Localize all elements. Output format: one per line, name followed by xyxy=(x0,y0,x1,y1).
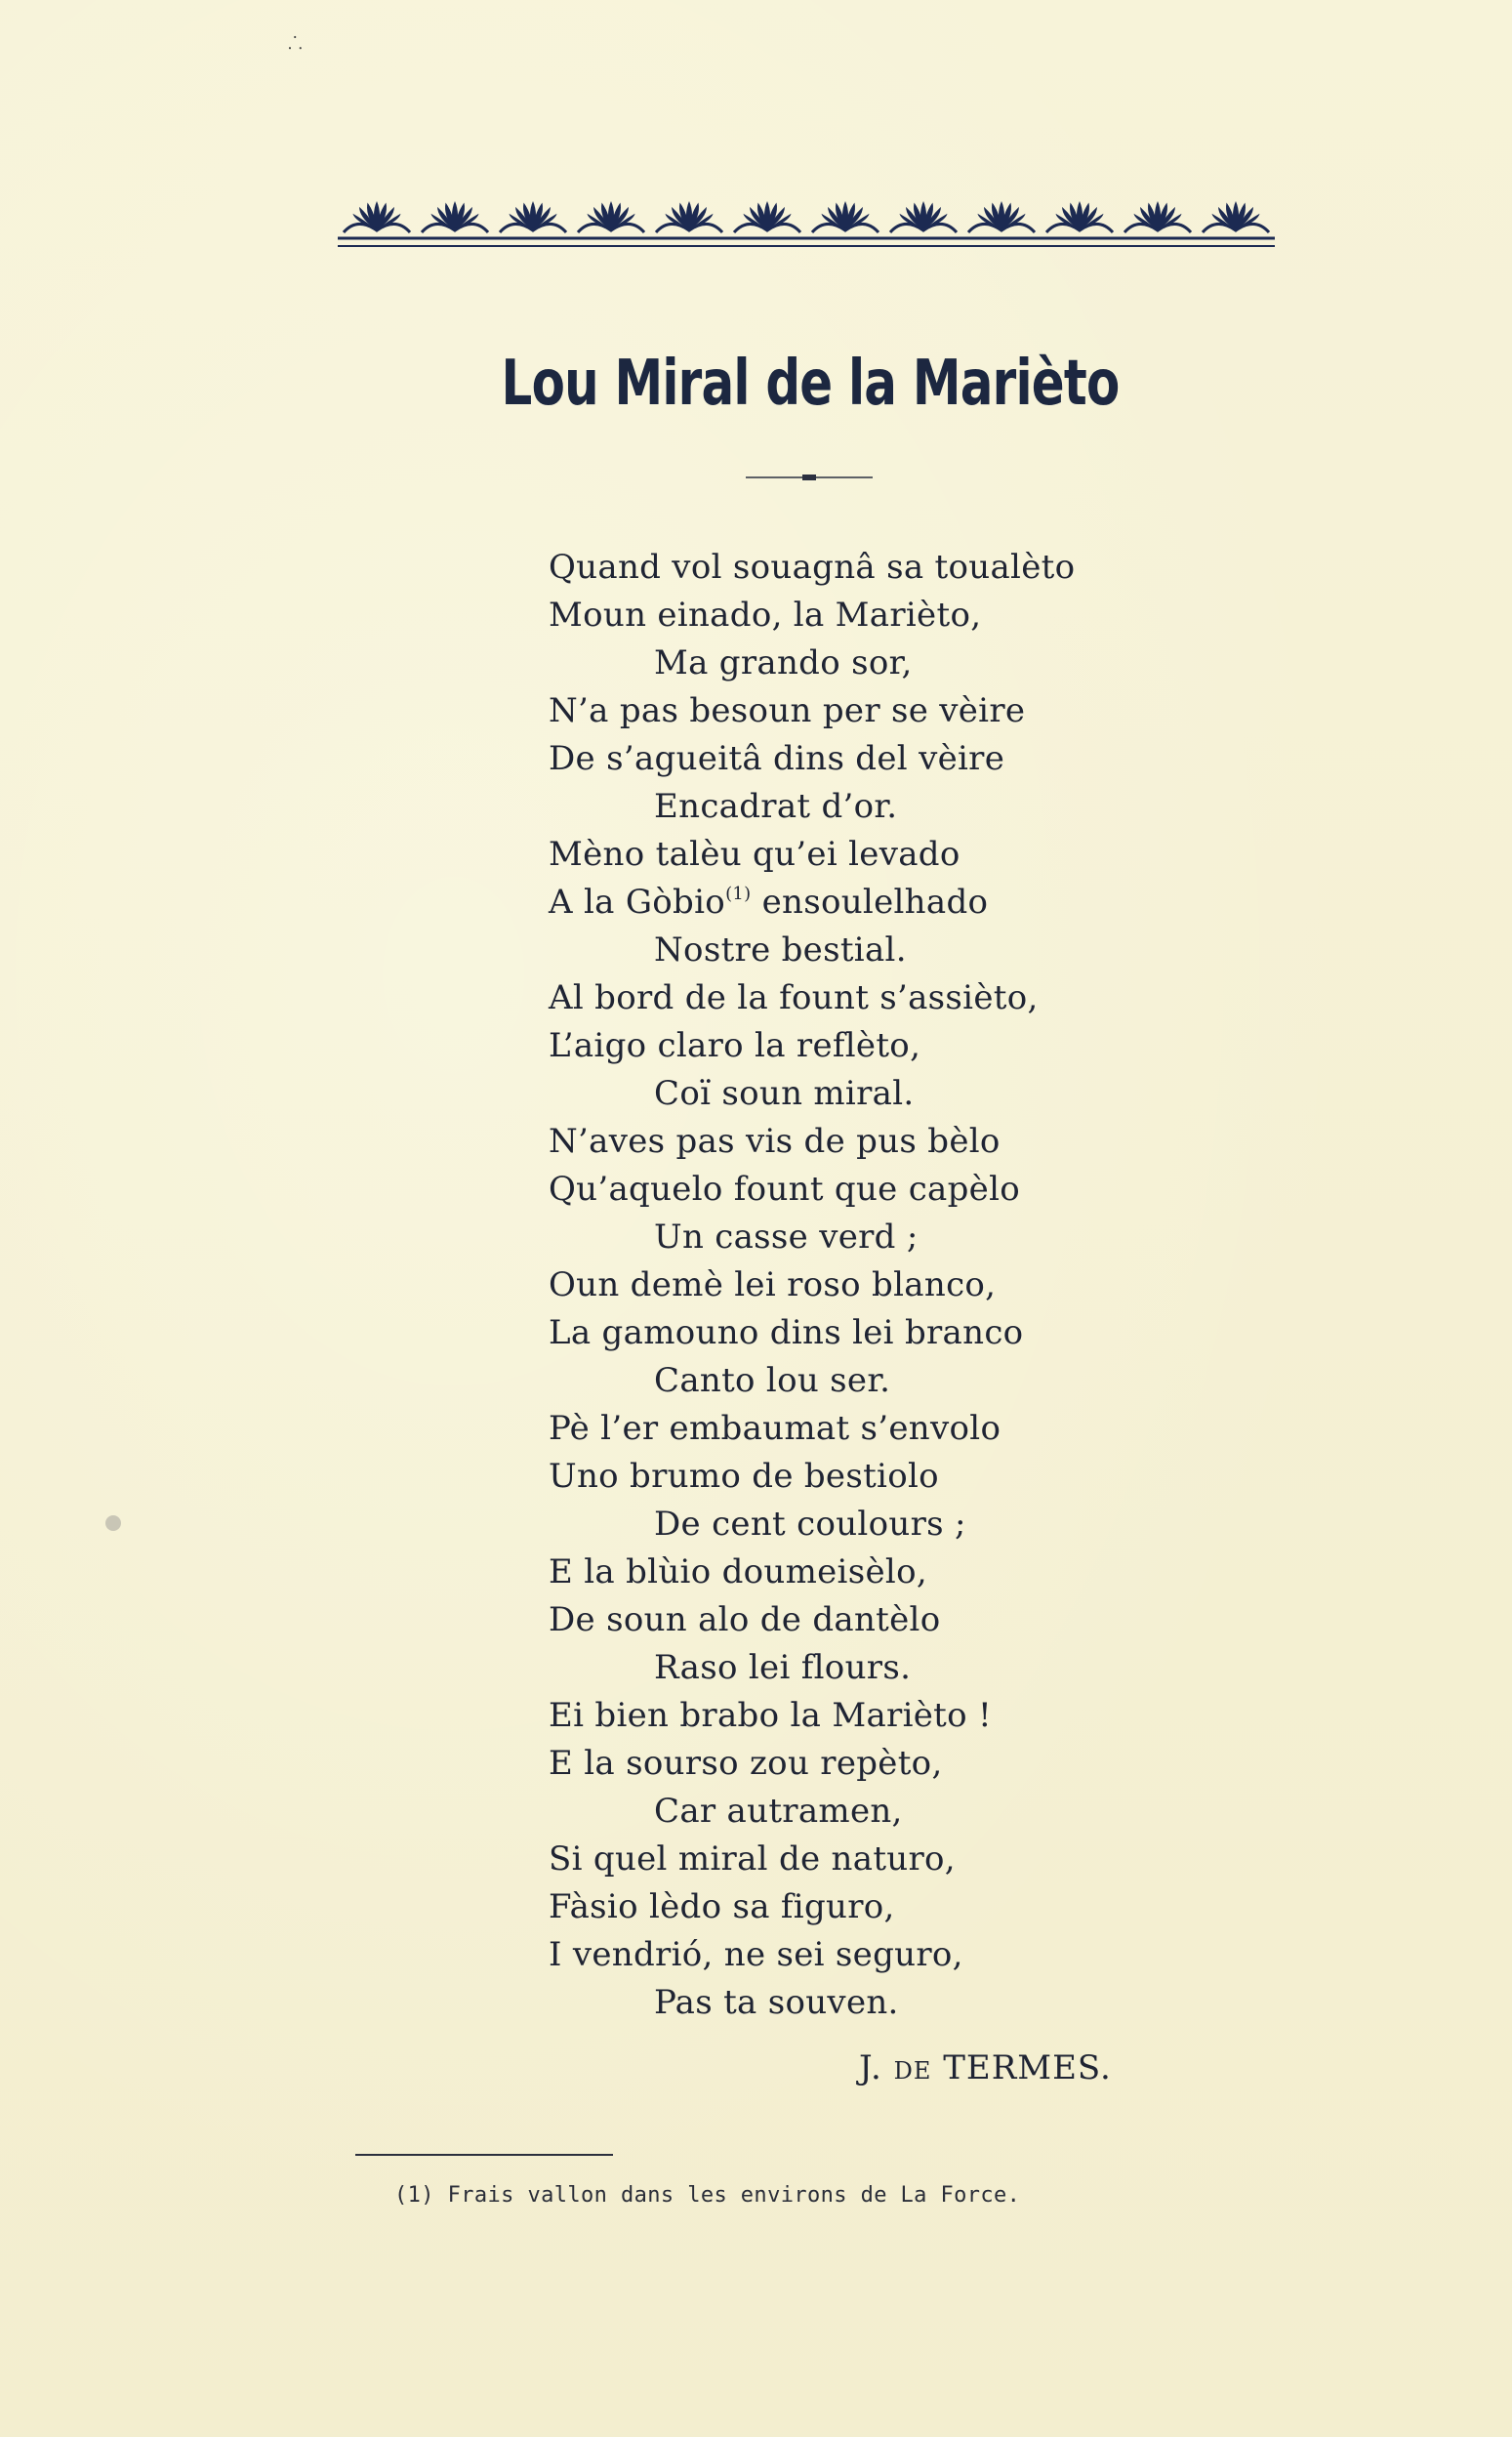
title-separator-rule xyxy=(746,473,873,482)
poem-line: Si quel miral de naturo, xyxy=(549,1839,956,1879)
poem-line: De soun alo de dantèlo xyxy=(549,1600,941,1639)
poem-line: Raso lei flours. xyxy=(654,1648,912,1687)
palmette-motif xyxy=(1203,201,1269,232)
poem-line: Mèno talèu qu’ei levado xyxy=(549,835,960,874)
author-particle: DE xyxy=(893,2057,932,2085)
poem-line: Coï soun miral. xyxy=(654,1074,915,1113)
poem-line: Pas ta souven. xyxy=(654,1983,899,2022)
palmette-motif xyxy=(344,201,410,232)
ornament-svg xyxy=(338,191,1275,254)
poem-line: Pè l’er embaumat s’envolo xyxy=(549,1409,1001,1448)
paper-blemish xyxy=(105,1515,121,1531)
poem-line: De cent coulours ; xyxy=(654,1505,966,1544)
author-initial: J. xyxy=(859,2048,882,2087)
ink-speck: ⸫ xyxy=(288,33,303,54)
poem-line: E la blùio doumeisèlo, xyxy=(549,1552,927,1591)
poem-line: Ei bien brabo la Marièto ! xyxy=(549,1696,992,1735)
poem-line: De s’agueitâ dins del vèire xyxy=(549,739,1005,778)
poem-line: Un casse verd ; xyxy=(654,1218,919,1257)
poem-line-text: A la Gòbio xyxy=(549,883,726,922)
poem-line: Uno brumo de bestiolo xyxy=(549,1457,939,1496)
poem-line: L’aigo claro la reflèto, xyxy=(549,1026,921,1065)
poem-line: Qu’aquelo fount que capèlo xyxy=(549,1170,1021,1209)
poem-line: La gamouno dins lei branco xyxy=(549,1313,1024,1352)
palmette-motif xyxy=(1046,201,1113,232)
poem-line: Oun demè lei roso blanco, xyxy=(549,1265,997,1304)
palmette-motif xyxy=(422,201,488,232)
decorative-header-ornament xyxy=(338,191,1275,254)
poem-title: Lou Miral de la Marièto xyxy=(501,348,1120,420)
palmette-motif xyxy=(734,201,800,232)
palmette-motif xyxy=(968,201,1035,232)
poem-line: I vendrió, ne sei seguro, xyxy=(549,1935,963,1974)
poem-line: Encadrat d’or. xyxy=(654,787,898,826)
poem-line-text: ensoulelhado xyxy=(751,883,989,922)
footnote-reference-mark: (1) xyxy=(725,884,752,904)
poem-line: Canto lou ser. xyxy=(654,1361,891,1400)
poem-line: N’aves pas vis de pus bèlo xyxy=(549,1122,1001,1161)
palmette-motif xyxy=(812,201,879,232)
author-surname: TERMES. xyxy=(943,2048,1112,2087)
poem-line: N’a pas besoun per se vèire xyxy=(549,691,1026,730)
footnote: (1) Frais vallon dans les environs de La Force. xyxy=(394,2183,1021,2208)
palmette-motif xyxy=(1124,201,1191,232)
author-signature xyxy=(859,2048,1112,2087)
poem-line: E la sourso zou repèto, xyxy=(549,1744,943,1783)
poem-line: Al bord de la fount s’assièto, xyxy=(549,978,1039,1017)
footnote-rule xyxy=(355,2154,613,2156)
palmette-motif xyxy=(890,201,957,232)
poem-line: Quand vol souagnâ sa toualèto xyxy=(549,548,1076,587)
palmette-motif xyxy=(500,201,566,232)
palmette-motif xyxy=(656,201,722,232)
poem-line: Car autramen, xyxy=(654,1792,903,1831)
palmette-motif xyxy=(578,201,644,232)
poem-body xyxy=(549,544,1232,2027)
poem-line xyxy=(549,879,1232,927)
poem-line: Fàsio lèdo sa figuro, xyxy=(549,1887,895,1926)
poem-line: Ma grando sor, xyxy=(654,643,913,682)
poem-line: Nostre bestial. xyxy=(654,930,907,970)
poem-line: Moun einado, la Marièto, xyxy=(549,596,982,635)
